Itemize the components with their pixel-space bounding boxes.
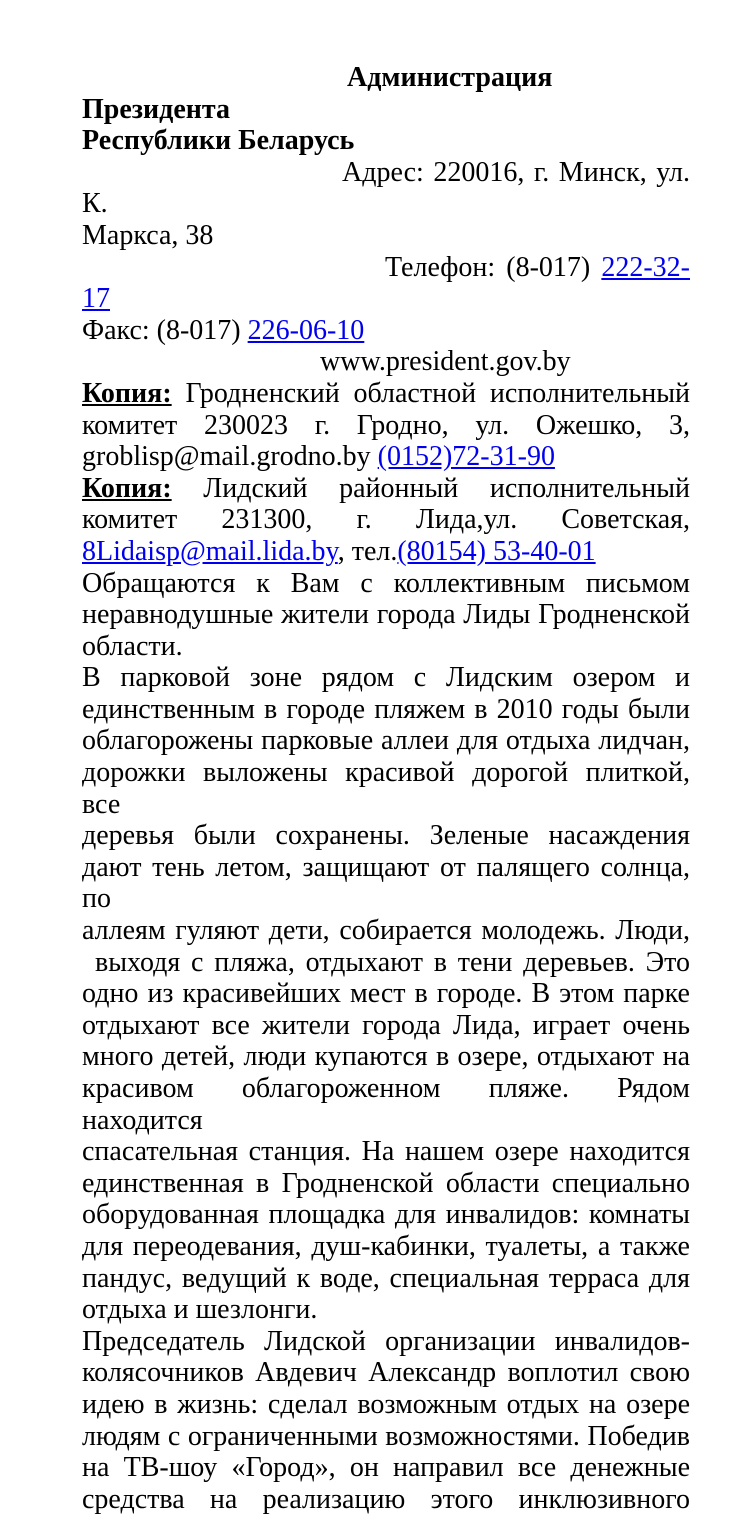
text-segment: людям с ограниченными возможностями. Победив	[82, 1420, 690, 1452]
park-paragraph-line-4	[82, 757, 690, 820]
text-segment: В парковой зоне рядом с Лидским озером и	[82, 662, 690, 694]
copy-grodno-block	[82, 378, 690, 473]
website-text: www.president.gov.by	[320, 346, 571, 378]
text-segment: Председатель Лидской организации инвалидов-	[82, 1325, 690, 1357]
park-paragraph-line-8	[82, 947, 690, 979]
copy-grodno-block-line-1	[82, 378, 690, 410]
park-paragraph-line-9	[82, 978, 690, 1010]
recipient-block	[82, 62, 690, 157]
park-paragraph-line-11	[82, 1041, 690, 1073]
park-paragraph-line-18	[82, 1294, 690, 1326]
text-segment: для переодевания, душ-кабинки, туалеты, а также	[82, 1230, 690, 1262]
text-segment: деревья были сохранены. Зеленые насаждения	[82, 820, 690, 852]
lida-email-link[interactable]: 8Lidaisp@mail.lida.by	[82, 535, 338, 567]
grodno-phone-link[interactable]: (0152)72-31-90	[377, 441, 555, 473]
text-segment: облагорожены парковые аллеи для отдыха лидчан,	[82, 725, 690, 757]
text-segment: Факс: (8-017)	[82, 314, 248, 346]
avdevich-paragraph	[82, 1326, 690, 1515]
text-segment: Адрес: 220016, г. Минск, ул. К.	[82, 156, 690, 220]
avdevich-paragraph-line-6	[82, 1484, 690, 1515]
intro-paragraph-line-3	[82, 631, 690, 663]
copy-lida-block-line-3	[82, 536, 690, 568]
text-segment: одно из красивейших мест в городе. В этом парке	[82, 978, 690, 1010]
text-segment: неравнодушные жители города Лиды Гродненской	[82, 599, 690, 631]
park-paragraph-line-15	[82, 1199, 690, 1231]
avdevich-paragraph-line-1	[82, 1326, 690, 1358]
text-segment: Обращаются к Вам с коллективным письмом	[82, 567, 690, 599]
text-segment: groblisp@mail.grodno.by	[82, 441, 378, 473]
park-paragraph-line-13	[82, 1136, 690, 1168]
text-segment: много детей, люди купаются в озере, отдыхают на	[82, 1041, 690, 1073]
text-segment: аллеям гуляют дети, собирается молодежь. Люди,	[82, 915, 690, 947]
park-paragraph-line-5	[82, 820, 690, 852]
text-segment: комитет 230023 г. Гродно, ул. Ожешко, 3,	[82, 409, 690, 441]
text-segment: единственным в городе пляжем в 2010 годы были	[82, 693, 690, 725]
copy-grodno-block-line-2	[82, 410, 690, 442]
text-segment: на ТВ-шоу «Город», он направил все денежные	[82, 1452, 690, 1484]
park-paragraph-line-12	[82, 1073, 690, 1136]
text-segment: области.	[82, 630, 183, 662]
text-segment: красивом облагороженном пляже. Рядом находится	[82, 1073, 690, 1136]
park-paragraph-line-2	[82, 694, 690, 726]
address-block	[82, 157, 690, 252]
phone-fax-block	[82, 252, 690, 347]
copy-label: Копия:	[82, 472, 172, 504]
avdevich-paragraph-line-2	[82, 1357, 690, 1389]
text-segment: Маркса, 38	[82, 219, 214, 251]
copy-grodno-block-line-3	[82, 441, 690, 473]
park-paragraph	[82, 662, 690, 1325]
text-segment: спасательная станция. На нашем озере находится	[82, 1136, 690, 1168]
avdevich-paragraph-line-4	[82, 1421, 690, 1453]
intro-paragraph-line-2	[82, 599, 690, 631]
text-segment: единственная в Гродненской области специально	[82, 1167, 690, 1199]
text-segment: выходя с пляжа, отдыхают в тени деревьев. Это	[95, 946, 690, 978]
text-segment: отдыхают все жители города Лида, играет очень	[82, 1009, 690, 1041]
text-segment: пандус, ведущий к воде, специальная терраса для	[82, 1262, 690, 1294]
park-paragraph-line-10	[82, 1010, 690, 1042]
lida-phone-link[interactable]: (80154) 53-40-01	[397, 535, 596, 567]
park-paragraph-line-14	[82, 1168, 690, 1200]
text-segment: отдыха и шезлонги.	[82, 1294, 318, 1326]
recipient-block-line-2	[82, 125, 690, 157]
website-line-line-1	[82, 346, 690, 378]
website-line	[82, 346, 690, 378]
park-paragraph-line-1	[82, 662, 690, 694]
text-segment: дорожки выложены красивой дорогой плиткой, все	[82, 757, 690, 820]
fax-link[interactable]: 226-06-10	[247, 314, 365, 346]
text-segment: Республики Беларусь	[82, 125, 355, 157]
phone-fax-block-line-1	[82, 252, 690, 315]
address-block-line-2	[82, 220, 690, 252]
park-paragraph-line-6	[82, 852, 690, 915]
text-segment: , тел.	[337, 535, 398, 567]
text-segment: Телефон: (8-017)	[385, 251, 602, 283]
copy-lida-block-line-1	[82, 473, 690, 505]
text-segment: Лидский районный исполнительный	[171, 472, 690, 504]
copy-lida-block	[82, 473, 690, 568]
text-segment: Администрация Президента	[82, 62, 553, 125]
telephone-link[interactable]: 222-32-17	[82, 251, 690, 315]
text-segment: оборудованная площадка для инвалидов: комнаты	[82, 1199, 690, 1231]
recipient-block-line-1	[82, 62, 690, 125]
phone-fax-block-line-2	[82, 315, 690, 347]
intro-paragraph	[82, 568, 690, 663]
park-paragraph-line-17	[82, 1263, 690, 1295]
text-segment: дают тень летом, защищают от палящего солнца, по	[82, 851, 690, 915]
text-segment: Гродненский областной исполнительный	[171, 377, 690, 409]
park-paragraph-line-3	[82, 725, 690, 757]
text-segment: комитет 231300, г. Лида,ул. Советская,	[82, 504, 690, 536]
copy-lida-block-line-2	[82, 504, 690, 536]
park-paragraph-line-7	[82, 915, 690, 947]
park-paragraph-line-16	[82, 1231, 690, 1263]
avdevich-paragraph-line-5	[82, 1452, 690, 1484]
copy-label: Копия:	[82, 377, 172, 409]
avdevich-paragraph-line-3	[82, 1389, 690, 1421]
text-segment: колясочников Авдевич Александр воплотил свою	[82, 1357, 690, 1389]
address-block-line-1	[82, 157, 690, 220]
text-segment: идею в жизнь: сделал возможным отдых на озере	[82, 1388, 690, 1420]
intro-paragraph-line-1	[82, 568, 690, 600]
text-segment: средства на реализацию этого инклюзивного	[82, 1483, 690, 1515]
